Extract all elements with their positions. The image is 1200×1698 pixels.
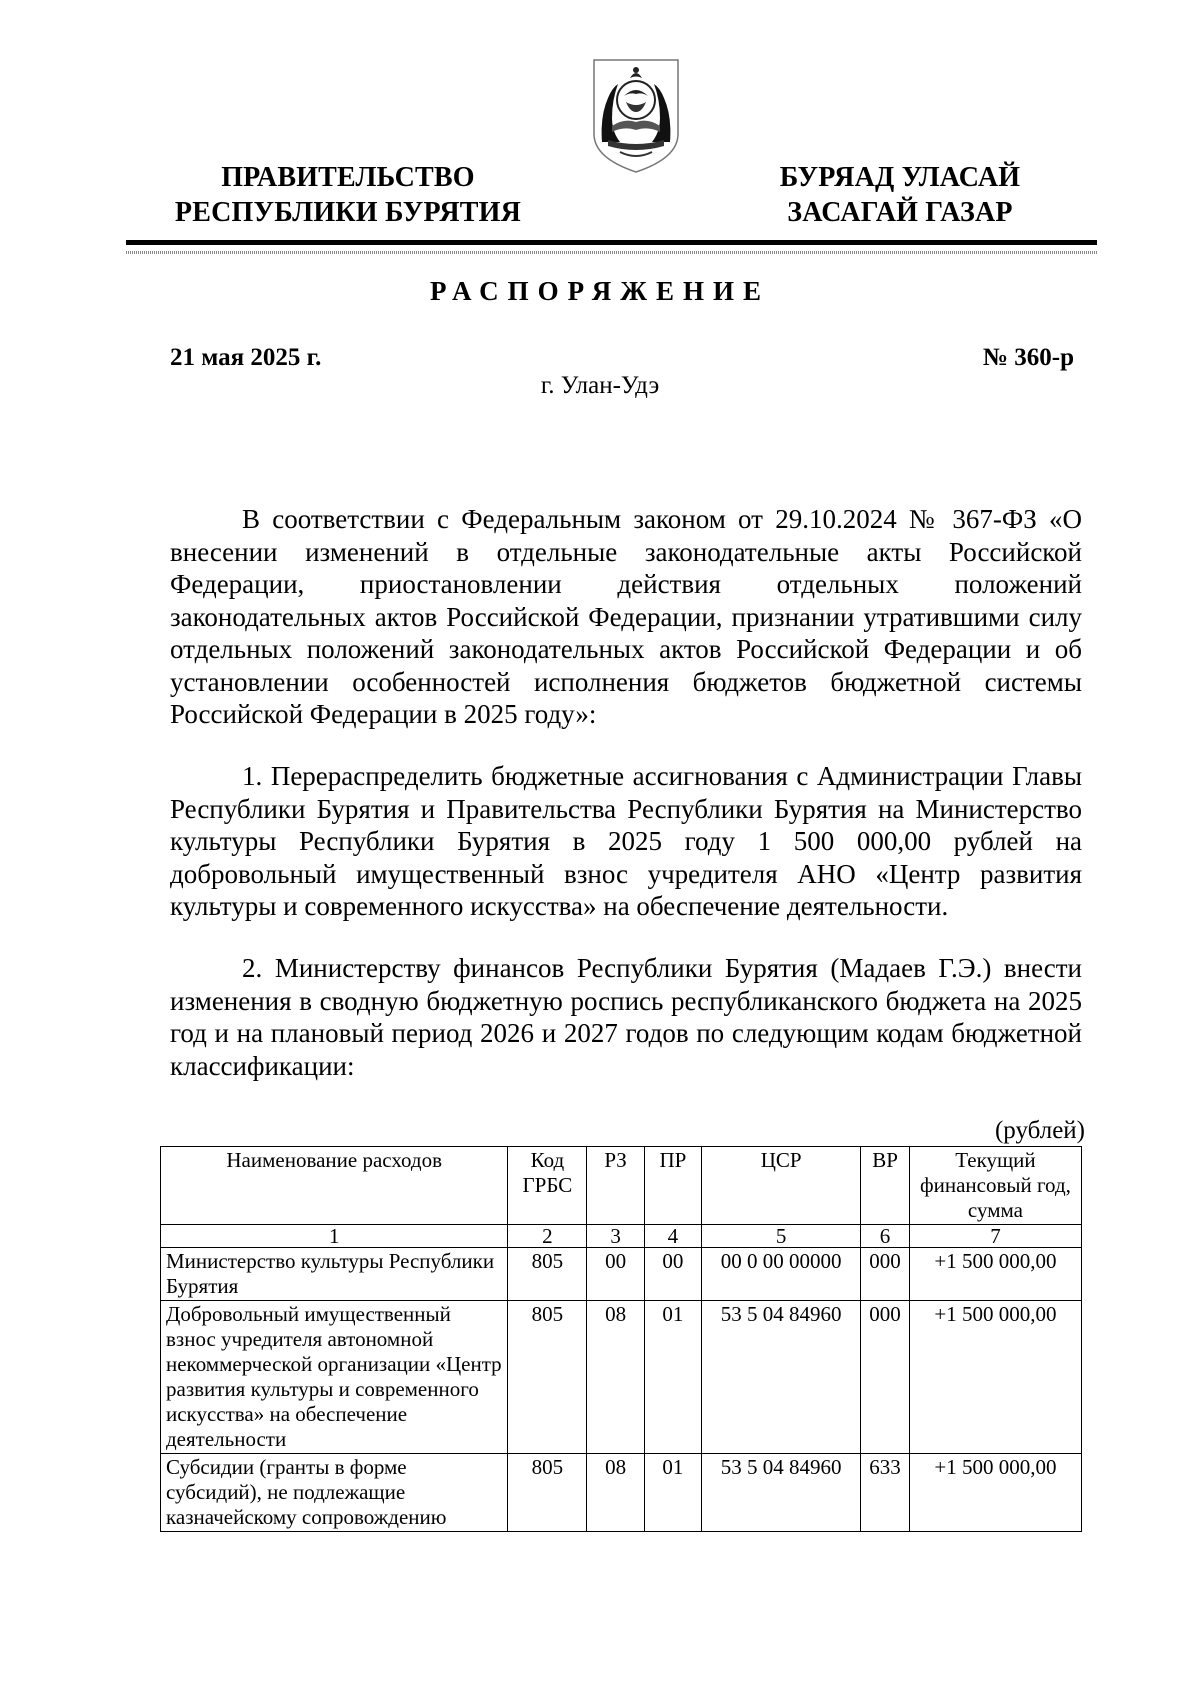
- header-grbs-code: Код ГРБС: [508, 1147, 587, 1225]
- document-date: 21 мая 2025 г.: [170, 344, 322, 371]
- header-pr: ПР: [644, 1147, 701, 1225]
- cell-grbs-code: 805: [508, 1248, 587, 1301]
- header-divider: [126, 240, 1097, 245]
- cell-rz: 08: [587, 1301, 644, 1454]
- coat-of-arms-icon: [590, 56, 682, 174]
- header-rz: РЗ: [587, 1147, 644, 1225]
- cell-grbs-code: 805: [508, 1301, 587, 1454]
- cell-amount: +1 500 000,00: [909, 1301, 1081, 1454]
- cell-csr: 53 5 04 84960: [702, 1454, 861, 1532]
- header-vr: ВР: [861, 1147, 910, 1225]
- cell-vr: 000: [861, 1248, 910, 1301]
- government-name-bua-line1: БУРЯАД УЛАСАЙ: [779, 162, 1021, 193]
- government-name-ru: [168, 160, 528, 230]
- table-column-numbers-row: [161, 1225, 1082, 1248]
- document-number: № 360-р: [982, 344, 1074, 371]
- header-divider-dotted: [126, 251, 1097, 254]
- document-title: РАСПОРЯЖЕНИЕ: [429, 276, 771, 306]
- cell-grbs-code: 805: [508, 1454, 587, 1532]
- government-name-bua: [760, 160, 1040, 230]
- item-2-paragraph: 2. Министерству финансов Республики Бурятия (Мадаев Г.Э.) внести изменения в сводную бюджетную роспись республиканского бюджета на 2025 год и на плановый период 2026 и 2027 годов по следующим кодам бюджетной классификации:: [170, 953, 1082, 1081]
- cell-pr: 01: [644, 1454, 701, 1532]
- table-row: [161, 1454, 1082, 1532]
- cell-expense-name: Субсидии (гранты в форме субсидий), не подлежащие казначейскому сопровождению: [161, 1454, 508, 1532]
- table-row: [161, 1248, 1082, 1301]
- cell-rz: 00: [587, 1248, 644, 1301]
- cell-vr: 000: [861, 1301, 910, 1454]
- cell-vr: 633: [861, 1454, 910, 1532]
- column-number: 4: [644, 1225, 701, 1248]
- cell-rz: 08: [587, 1454, 644, 1532]
- preamble-paragraph: В соответствии с Федеральным законом от 29.10.2024 № 367-ФЗ «О внесении изменений в отдельные законодательные акты Российской Федерации, приостановлении действия отдельных положений законодательных актов Российской Федерации, признании утратившими силу отдельных положений законодательных актов Российской Федерации и об установлении особенностей исполнения бюджетов бюджетной системы Российской Федерации в 2025 году»:: [170, 504, 1082, 729]
- column-number: 3: [587, 1225, 644, 1248]
- header-amount: Текущий финансовый год, сумма: [909, 1147, 1081, 1225]
- cell-pr: 00: [644, 1248, 701, 1301]
- government-name-ru-line2: РЕСПУБЛИКИ БУРЯТИЯ: [174, 197, 522, 228]
- cell-expense-name: Министерство культуры Республики Бурятия: [161, 1248, 508, 1301]
- header-csr: ЦСР: [702, 1147, 861, 1225]
- cell-amount: +1 500 000,00: [909, 1454, 1081, 1532]
- column-number: 1: [161, 1225, 508, 1248]
- government-name-ru-line1: ПРАВИТЕЛЬСТВО: [221, 162, 475, 193]
- column-number: 5: [702, 1225, 861, 1248]
- table-header-row: [161, 1147, 1082, 1225]
- government-name-bua-line2: ЗАСАГАЙ ГАЗАР: [787, 197, 1013, 228]
- cell-csr: 00 0 00 00000: [702, 1248, 861, 1301]
- cell-csr: 53 5 04 84960: [702, 1301, 861, 1454]
- cell-pr: 01: [644, 1301, 701, 1454]
- table-row: [161, 1301, 1082, 1454]
- cell-amount: +1 500 000,00: [909, 1248, 1081, 1301]
- item-1-paragraph: 1. Перераспределить бюджетные ассигнования с Администрации Главы Республики Бурятия и Правительства Республики Бурятия на Министерство культуры Республики Бурятия в 2025 году 1 500 000,00 рублей на добровольный имущественный взнос учредителя АНО «Центр развития культуры и современного искусства» на обеспечение деятельности.: [170, 761, 1082, 921]
- column-number: 7: [909, 1225, 1081, 1248]
- cell-expense-name: Добровольный имущественный взнос учредителя автономной некоммерческой организации «Центр развития культуры и современного искусства» на обеспечение деятельности: [161, 1301, 508, 1454]
- budget-table: [160, 1146, 1082, 1532]
- document-city: г. Улан-Удэ: [540, 372, 660, 399]
- column-number: 2: [508, 1225, 587, 1248]
- table-units: (рублей): [994, 1117, 1085, 1144]
- header-expense-name: Наименование расходов: [161, 1147, 508, 1225]
- column-number: 6: [861, 1225, 910, 1248]
